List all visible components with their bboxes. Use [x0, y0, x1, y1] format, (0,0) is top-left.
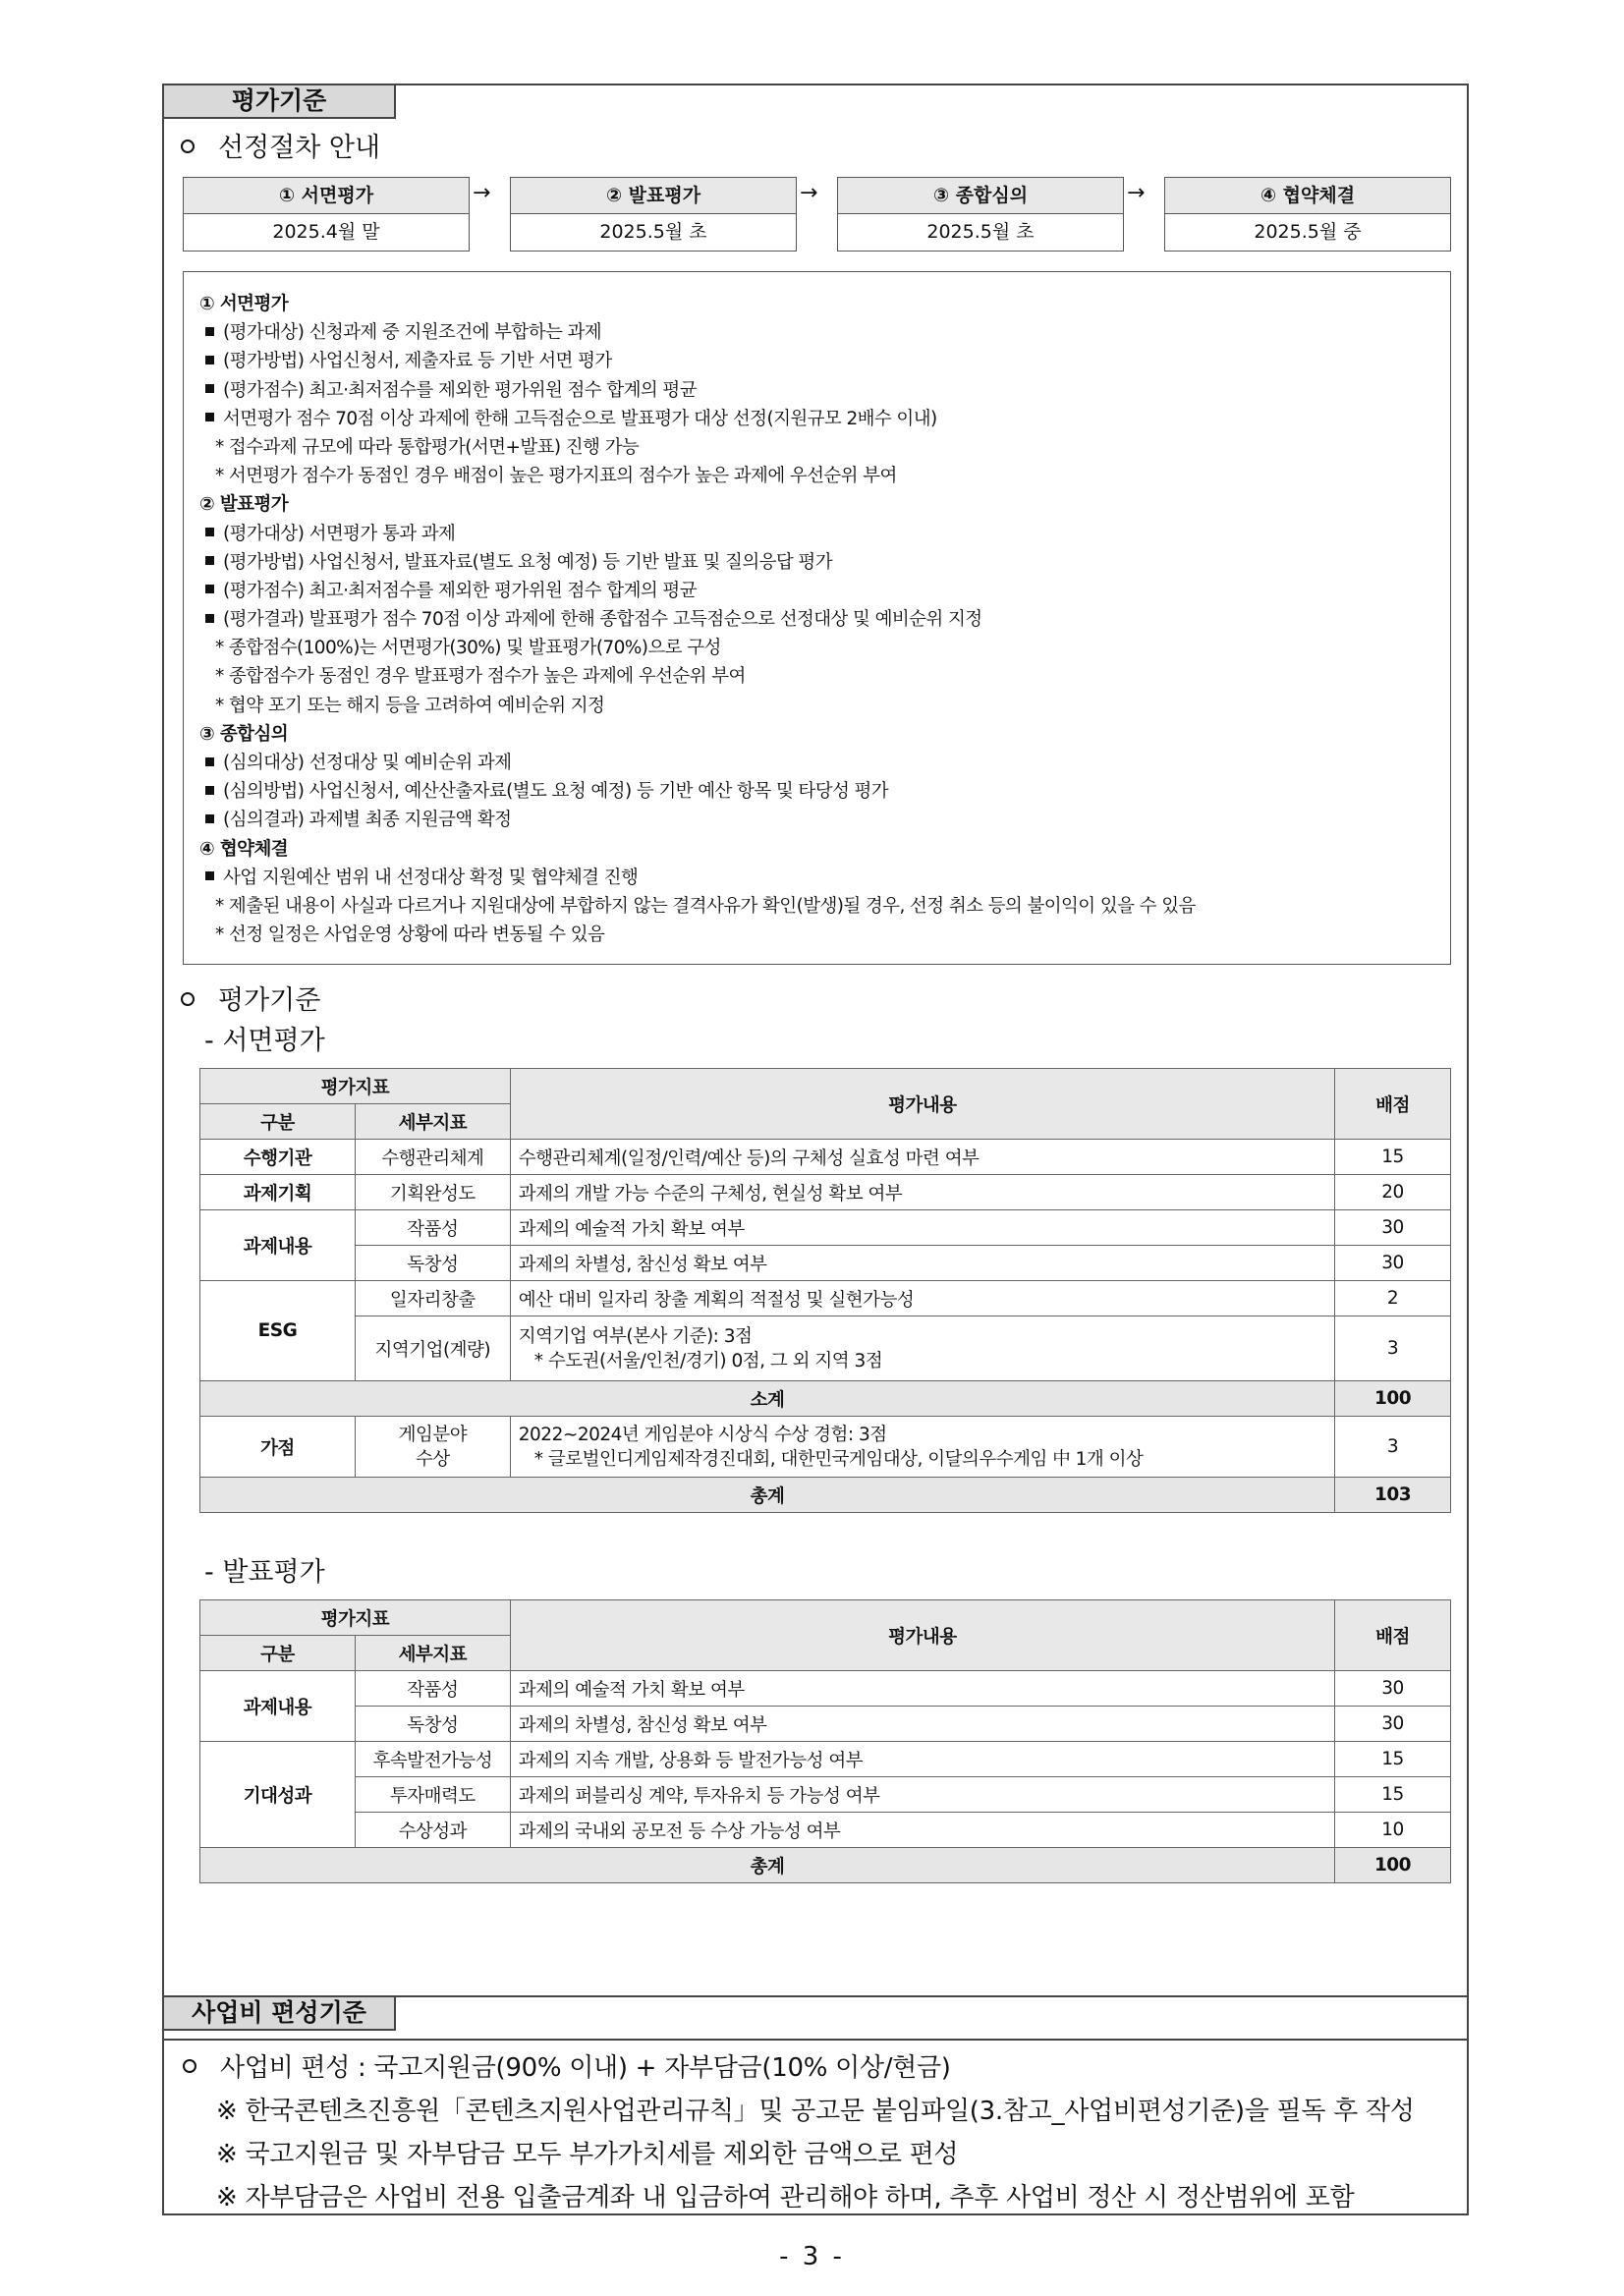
selection-heading [181, 126, 380, 164]
budget-main-text: 사업비 편성 : 국고지원금(90% 이내) + 자부담금(10% 이상/현금) [220, 2053, 951, 2083]
arrow-right-icon: → [1127, 181, 1146, 205]
sub-indicator-cell [355, 1417, 510, 1478]
subtotal-label: 소계 [200, 1381, 1335, 1417]
detail-text: * 제출된 내용이 사실과 다르거나 지원대상에 부합하지 않는 결격사유가 확인(발생)될 경우, 선정 취소 등의 불이익이 있을 수 있음 [215, 895, 1196, 917]
header-indicator: 평가지표 [200, 1069, 511, 1104]
header-category: 구분 [200, 1636, 356, 1671]
detail-text: (평가방법) 사업신청서, 제출자료 등 기반 서면 평가 [223, 351, 612, 372]
detail-note [199, 662, 1450, 691]
category-cell: ESG [200, 1281, 356, 1381]
budget-main-line [183, 2046, 1415, 2090]
criteria-heading [181, 979, 320, 1017]
square-bullet-icon [205, 585, 214, 593]
content-line: 2022~2024년 게임분야 시상식 수상 경험: 3점 [518, 1424, 887, 1445]
table-row [200, 1671, 1451, 1707]
subtotal-row [200, 1381, 1451, 1417]
detail-text: * 접수과제 규모에 따라 통합평가(서면+발표) 진행 가능 [215, 436, 640, 458]
header-indicator: 평가지표 [200, 1600, 511, 1636]
written-eval-table [199, 1068, 1451, 1513]
content-cell: 과제의 퍼블리싱 계약, 투자유치 등 가능성 여부 [510, 1777, 1334, 1813]
table-row [200, 1140, 1451, 1175]
written-eval-title: - 서면평가 [204, 1026, 325, 1056]
detail-heading [199, 835, 1450, 864]
score-cell: 30 [1335, 1210, 1451, 1246]
total-row [200, 1848, 1451, 1883]
content-cell: 수행관리체계(일정/인력/예산 등)의 구체성 실효성 마련 여부 [510, 1140, 1334, 1175]
header-content: 평가내용 [510, 1600, 1334, 1671]
table-row [200, 1742, 1451, 1777]
budget-note: ※ 한국콘텐츠진흥원「콘텐츠지원사업관리규칙」및 공고문 붙임파일(3.참고_사업비편성기준)을 필독 후 작성 [216, 2097, 1415, 2126]
header-score: 배점 [1335, 1069, 1451, 1140]
detail-heading [199, 490, 1450, 519]
detail-bullet [199, 577, 1450, 605]
sub-indicator-cell: 기획완성도 [355, 1175, 510, 1210]
content-cell: 과제의 국내외 공모전 등 수상 가능성 여부 [510, 1813, 1334, 1848]
score-cell: 30 [1335, 1671, 1451, 1707]
table-row [200, 1316, 1451, 1381]
score-cell: 2 [1335, 1281, 1451, 1316]
total-label: 총계 [200, 1478, 1335, 1513]
step-name: ③ 종합심의 [837, 177, 1124, 214]
sub-indicator-line: 게임분야 [398, 1424, 468, 1445]
detail-bullet [199, 777, 1450, 806]
square-bullet-icon [205, 356, 214, 364]
table-row [200, 1813, 1451, 1848]
detail-bullet [199, 405, 1450, 433]
detail-text: * 종합점수(100%)는 서면평가(30%) 및 발표평가(70%)으로 구성 [215, 638, 721, 659]
sub-indicator-cell: 독창성 [355, 1707, 510, 1742]
total-row [200, 1478, 1451, 1513]
step-date: 2025.5월 초 [837, 214, 1124, 252]
detail-text: * 선정 일정은 사업운영 상황에 따라 변동될 수 있음 [215, 924, 605, 946]
category-cell: 과제내용 [200, 1210, 356, 1281]
content-cell: 과제의 예술적 가치 확보 여부 [510, 1210, 1334, 1246]
detail-text: (평가방법) 사업신청서, 발표자료(별도 요청 예정) 등 기반 발표 및 질의응답 평가 [223, 551, 832, 573]
step-name: ② 발표평가 [510, 177, 797, 214]
detail-text: (심의방법) 사업신청서, 예산산출자료(별도 요청 예정) 등 기반 예산 항목 및 타당성 평가 [223, 781, 889, 803]
sub-indicator-cell: 일자리창출 [355, 1281, 510, 1316]
arrow-right-icon: → [800, 181, 818, 205]
content-cell [510, 1316, 1334, 1381]
criteria-title: 평가기준 [218, 985, 321, 1016]
section-tab-budget: 사업비 편성기준 [164, 1997, 396, 2031]
detail-bullet [199, 318, 1450, 347]
square-bullet-icon [205, 757, 214, 766]
step-name: ④ 협약체결 [1164, 177, 1451, 214]
step-date: 2025.5월 중 [1164, 214, 1451, 252]
detail-text: (평가점수) 최고·최저점수를 제외한 평가위원 점수 합계의 평균 [223, 379, 697, 401]
category-cell: 기대성과 [200, 1742, 356, 1848]
square-bullet-icon [205, 786, 214, 795]
detail-bullet [199, 347, 1450, 375]
content-cell: 과제의 차별성, 참신성 확보 여부 [510, 1246, 1334, 1281]
process-step [837, 177, 1124, 252]
score-cell: 15 [1335, 1742, 1451, 1777]
category-cell: 과제내용 [200, 1671, 356, 1742]
detail-text: (평가대상) 신청과제 중 지원조건에 부합하는 과제 [223, 322, 602, 344]
circle-bullet-icon [183, 2059, 196, 2073]
detail-note [199, 634, 1450, 662]
detail-text: (평가대상) 서면평가 통과 과제 [223, 523, 456, 544]
sub-indicator-cell: 후속발전가능성 [355, 1742, 510, 1777]
detail-text: * 종합점수가 동점인 경우 발표평가 점수가 높은 과제에 우선순위 부여 [215, 666, 746, 688]
page-number: - 3 - [779, 2242, 845, 2271]
square-bullet-icon [205, 814, 214, 823]
total-label: 총계 [200, 1848, 1335, 1883]
selection-title: 선정절차 안내 [218, 133, 381, 163]
process-step [1164, 177, 1451, 252]
detail-text: ④ 협약체결 [199, 838, 288, 860]
section-tab-evaluation: 평가기준 [164, 85, 396, 119]
score-cell: 30 [1335, 1707, 1451, 1742]
sub-indicator-cell: 지역기업(계량) [355, 1316, 510, 1381]
detail-bullet [199, 864, 1450, 892]
score-cell: 10 [1335, 1813, 1451, 1848]
table-row [200, 1281, 1451, 1316]
process-details-box [183, 271, 1451, 965]
circle-bullet-icon [181, 992, 195, 1006]
section-divider [162, 2039, 1469, 2041]
budget-note: ※ 자부담금은 사업비 전용 입출금계좌 내 입금하여 관리해야 하며, 추후 사업비 정산 시 정산범위에 포함 [216, 2183, 1355, 2212]
content-note: * 수도권(서울/인천/경기) 0점, 그 외 지역 3점 [533, 1350, 883, 1372]
detail-text: ③ 종합심의 [199, 723, 288, 745]
content-cell: 과제의 개발 가능 수준의 구체성, 현실성 확보 여부 [510, 1175, 1334, 1210]
square-bullet-icon [205, 871, 214, 880]
content-cell [510, 1417, 1334, 1478]
header-content: 평가내용 [510, 1069, 1334, 1140]
subtotal-value: 100 [1335, 1381, 1451, 1417]
step-date: 2025.5월 초 [510, 214, 797, 252]
detail-text: * 서면평가 점수가 동점인 경우 배점이 높은 평가지표의 점수가 높은 과제에 우선순위 부여 [215, 466, 897, 487]
presentation-eval-table [199, 1599, 1451, 1883]
header-category: 구분 [200, 1104, 356, 1140]
sub-indicator-line: 수상 [415, 1448, 450, 1470]
sub-indicator-cell: 독창성 [355, 1246, 510, 1281]
detail-text: ② 발표평가 [199, 494, 288, 516]
square-bullet-icon [205, 327, 214, 336]
table-row [200, 1210, 1451, 1246]
table-row [200, 1246, 1451, 1281]
square-bullet-icon [205, 614, 214, 623]
category-cell: 과제기획 [200, 1175, 356, 1210]
square-bullet-icon [205, 528, 214, 536]
detail-text: 사업 지원예산 범위 내 선정대상 확정 및 협약체결 진행 [223, 867, 639, 888]
budget-section [183, 2046, 1415, 2219]
sub-indicator-cell: 작품성 [355, 1210, 510, 1246]
score-cell: 30 [1335, 1246, 1451, 1281]
content-line: 지역기업 여부(본사 기준): 3점 [518, 1325, 753, 1347]
detail-bullet [199, 749, 1450, 777]
content-cell: 과제의 지속 개발, 상용화 등 발전가능성 여부 [510, 1742, 1334, 1777]
table-row [200, 1175, 1451, 1210]
header-score: 배점 [1335, 1600, 1451, 1671]
circle-bullet-icon [181, 140, 195, 153]
content-cell: 예산 대비 일자리 창출 계획의 적절성 및 실현가능성 [510, 1281, 1334, 1316]
detail-bullet [199, 806, 1450, 834]
detail-text: (평가결과) 발표평가 점수 70점 이상 과제에 한해 종합점수 고득점순으로 선정대상 및 예비순위 지정 [223, 609, 982, 631]
category-cell: 가점 [200, 1417, 356, 1478]
square-bullet-icon [205, 556, 214, 565]
detail-bullet [199, 376, 1450, 405]
detail-bullet [199, 548, 1450, 577]
sub-indicator-cell: 수행관리체계 [355, 1140, 510, 1175]
detail-note [199, 892, 1450, 921]
process-step [510, 177, 797, 252]
score-cell: 15 [1335, 1140, 1451, 1175]
step-name: ① 서면평가 [183, 177, 470, 214]
step-date: 2025.4월 말 [183, 214, 470, 252]
score-cell: 3 [1335, 1316, 1451, 1381]
content-note: * 글로벌인디게임제작경진대회, 대한민국게임대상, 이달의우수게임 中 1개 이상 [533, 1448, 1144, 1470]
total-value: 103 [1335, 1478, 1451, 1513]
detail-text: * 협약 포기 또는 해지 등을 고려하여 예비순위 지정 [215, 695, 605, 716]
header-sub: 세부지표 [355, 1636, 510, 1671]
content-cell: 과제의 예술적 가치 확보 여부 [510, 1671, 1334, 1707]
detail-bullet [199, 605, 1450, 634]
detail-text: (심의대상) 선정대상 및 예비순위 과제 [223, 753, 512, 773]
square-bullet-icon [205, 384, 214, 393]
sub-indicator-cell: 수상성과 [355, 1813, 510, 1848]
detail-note [199, 921, 1450, 949]
header-sub: 세부지표 [355, 1104, 510, 1140]
category-cell: 수행기관 [200, 1140, 356, 1175]
score-cell: 3 [1335, 1417, 1451, 1478]
detail-note [199, 692, 1450, 720]
total-value: 100 [1335, 1848, 1451, 1883]
detail-text: (심의결과) 과제별 최종 지원금액 확정 [223, 810, 512, 831]
content-cell: 과제의 차별성, 참신성 확보 여부 [510, 1707, 1334, 1742]
process-step [183, 177, 470, 252]
detail-note [199, 462, 1450, 490]
presentation-eval-title: - 발표평가 [204, 1557, 325, 1588]
sub-indicator-cell: 작품성 [355, 1671, 510, 1707]
detail-heading [199, 720, 1450, 749]
detail-text: (평가점수) 최고·최저점수를 제외한 평가위원 점수 합계의 평균 [223, 580, 697, 601]
detail-bullet [199, 520, 1450, 548]
arrow-right-icon: → [473, 181, 491, 205]
detail-text: ① 서면평가 [199, 294, 288, 314]
budget-note: ※ 국고지원금 및 자부담금 모두 부가가치세를 제외한 금액으로 편성 [216, 2140, 959, 2169]
score-cell: 20 [1335, 1175, 1451, 1210]
square-bullet-icon [205, 413, 214, 421]
detail-heading [199, 290, 1450, 318]
detail-note [199, 433, 1450, 462]
table-row [200, 1707, 1451, 1742]
bonus-row [200, 1417, 1451, 1478]
sub-indicator-cell: 투자매력도 [355, 1777, 510, 1813]
detail-text: 서면평가 점수 70점 이상 과제에 한해 고득점순으로 발표평가 대상 선정(지원규모 2배수 이내) [223, 408, 937, 429]
score-cell: 15 [1335, 1777, 1451, 1813]
table-row [200, 1777, 1451, 1813]
